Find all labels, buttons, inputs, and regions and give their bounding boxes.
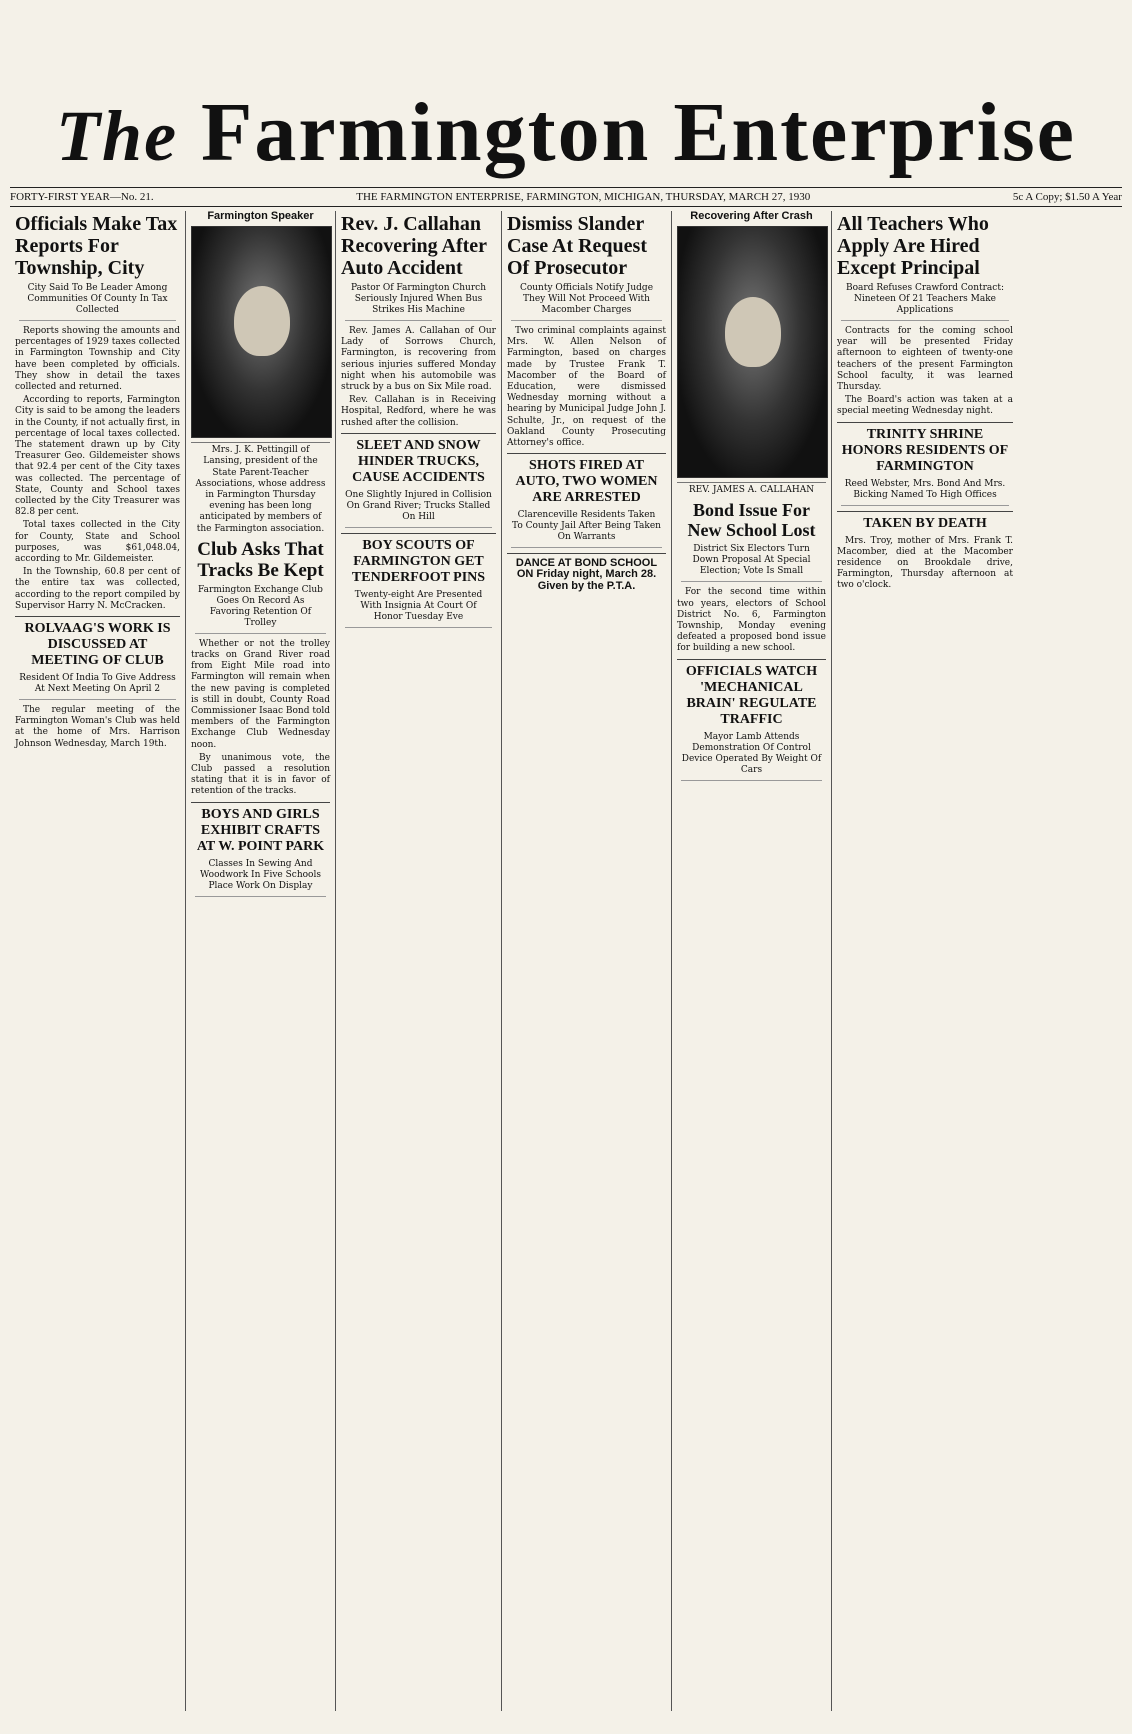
- column-6: [832, 211, 1018, 1711]
- headline-club-tracks: Club Asks That Tracks Be Kept: [197, 538, 324, 581]
- masthead: [10, 88, 1122, 181]
- columns: [10, 211, 1122, 1711]
- deck-callahan: Pastor Of Farmington Church Seriously Injured When Bus Strikes His Machine: [345, 283, 492, 321]
- divider: [191, 802, 330, 803]
- notice-dance: DANCE AT BOND SCHOOL ON Friday night, March 28. Given by the P.T.A.: [515, 557, 658, 592]
- paragraph: In the Township, 60.8 per cent of the entire tax was collected, according to the report compiled by Supervisor Harry N. McCracken.: [15, 567, 180, 611]
- paragraph: By unanimous vote, the Club passed a resolution stating that it is in favor of retention of the tracks.: [191, 752, 330, 797]
- deck-bond-issue: District Six Electors Turn Down Proposal At Special Election; Vote Is Small: [681, 544, 822, 582]
- paragraph: Total taxes collected in the City for County, State and School purposes, was $61,048.04, according to Mr. Gildemeister.: [15, 520, 180, 565]
- deck-rolvaag: Resident Of India To Give Address At Next Meeting On April 2: [19, 673, 176, 700]
- deck-club-tracks: Farmington Exchange Club Goes On Record As Favoring Retention Of Trolley: [195, 585, 326, 634]
- photo-label-speaker: Farmington Speaker: [207, 211, 314, 222]
- paragraph: Rev. Callahan is in Receiving Hospital, Redford, where he was rushed after the collision.: [341, 395, 496, 428]
- deck-tax-reports: City Said To Be Leader Among Communities Of County In Tax Collected: [19, 283, 176, 321]
- photo-callahan: [677, 226, 828, 478]
- divider: [341, 433, 496, 434]
- deck-sleet: One Slightly Injured in Collision On Grand River; Trucks Stalled On Hill: [345, 490, 492, 528]
- paragraph: Reports showing the amounts and percentages of 1929 taxes collected in Farmington Township and City have been completed by officials. They show in detail the taxes collected and returned.: [15, 326, 180, 393]
- column-3: [336, 211, 502, 1711]
- newspaper-page: [10, 10, 1122, 1714]
- divider: [837, 511, 1013, 512]
- photo-label-callahan: Recovering After Crash: [690, 211, 813, 222]
- divider: [507, 553, 666, 554]
- photo-speaker: [191, 226, 332, 438]
- column-1: [10, 211, 186, 1711]
- headline-trinity: TRINITY SHRINE HONORS RESIDENTS OF FARMINGTON: [841, 426, 1009, 474]
- divider: [15, 616, 180, 617]
- portrait-face: [234, 286, 290, 356]
- divider: [341, 533, 496, 534]
- masthead-name: Farmington Enterprise: [201, 86, 1076, 179]
- paragraph: The Board's action was taken at a special meeting Wednesday night.: [837, 395, 1013, 417]
- divider: [677, 659, 826, 660]
- headline-crafts: BOYS AND GIRLS EXHIBIT CRAFTS AT W. POINT PARK: [196, 806, 325, 854]
- paragraph: Mrs. Troy, mother of Mrs. Frank T. Macomber, died at the Macomber residence on Brookdale drive, Farmington, Thursday afternoon at two o'clock.: [837, 535, 1013, 591]
- dateline: [10, 187, 1122, 207]
- caption-speaker: Mrs. J. K. Pettingill of Lansing, president of the State Parent-Teacher Associations, whose address in Farmington Thursday evening has been long anticipated by members of the Farmington association.: [191, 442, 330, 535]
- paragraph: Two criminal complaints against Mrs. W. Allen Nelson of Farmington, based on charges made by Trustee Frank T. Macomber of the Board of Education, were dismissed Wednesday morning without a hearing by Municipal Judge John J. Schulte, Jr., on request of the Oakland County Prosecuting Attorney's office.: [507, 326, 666, 449]
- deck-trinity: Reed Webster, Mrs. Bond And Mrs. Bicking Named To High Offices: [841, 479, 1009, 506]
- headline-rolvaag: ROLVAAG'S WORK IS DISCUSSED AT MEETING OF CLUB: [24, 621, 171, 669]
- deck-mechanical-brain: Mayor Lamb Attends Demonstration Of Control Device Operated By Weight Of Cars: [681, 732, 822, 781]
- column-2: [186, 211, 336, 1711]
- column-4: [502, 211, 672, 1711]
- article-tax-reports: [15, 326, 180, 612]
- deck-crafts: Classes In Sewing And Woodwork In Five Schools Place Work On Display: [195, 859, 326, 897]
- divider: [837, 422, 1013, 423]
- dateline-center: THE FARMINGTON ENTERPRISE, FARMINGTON, MICHIGAN, THURSDAY, MARCH 27, 1930: [356, 191, 811, 203]
- divider: [507, 453, 666, 454]
- deck-slander: County Officials Notify Judge They Will Not Proceed With Macomber Charges: [511, 283, 662, 321]
- paragraph: Whether or not the trolley tracks on Grand River road from Eight Mile road into Farmington will remain when the new paving is completed is still in doubt, County Road Commissioner Isaac Bond told members of the Farmington Exchange Club Wednesday noon.: [191, 638, 331, 750]
- column-5: [672, 211, 832, 1711]
- headline-teachers: All Teachers Who Apply Are Hired Except Principal: [837, 213, 989, 279]
- paragraph: Rev. James A. Callahan of Our Lady of Sorrows Church, Farmington, is recovering from serious injuries suffered Monday night when his automobile was struck by a bus on Six Mile road.: [341, 326, 496, 393]
- headline-death: TAKEN BY DEATH: [863, 515, 987, 531]
- headline-shots: SHOTS FIRED AT AUTO, TWO WOMEN ARE ARRESTED: [515, 458, 658, 506]
- portrait-face: [725, 297, 781, 367]
- price: 5c A Copy; $1.50 A Year: [1012, 191, 1122, 203]
- deck-scouts: Twenty-eight Are Presented With Insignia At Court Of Honor Tuesday Eve: [345, 590, 492, 628]
- masthead-the: The: [56, 96, 179, 176]
- paragraph: For the second time within two years, electors of School District No. 6, Farmington Township, Monday evening defeated a proposed bond issue for building a new school.: [677, 587, 826, 654]
- headline-mechanical-brain: OFFICIALS WATCH 'MECHANICAL BRAIN' REGULATE TRAFFIC: [685, 663, 818, 727]
- paragraph: The regular meeting of the Farmington Woman's Club was held at the home of Mrs. Harrison Johnson Wednesday, March 19th.: [15, 705, 180, 749]
- headline-tax-reports: Officials Make Tax Reports For Township, City: [15, 213, 178, 279]
- deck-shots: Clarenceville Residents Taken To County Jail After Being Taken On Warrants: [511, 510, 662, 548]
- deck-teachers: Board Refuses Crawford Contract: Nineteen Of 21 Teachers Make Applications: [841, 283, 1009, 321]
- headline-callahan: Rev. J. Callahan Recovering After Auto Accident: [341, 213, 487, 279]
- headline-sleet: SLEET AND SNOW HINDER TRUCKS, CAUSE ACCIDENTS: [352, 437, 485, 485]
- headline-scouts: BOY SCOUTS OF FARMINGTON GET TENDERFOOT PINS: [351, 537, 486, 585]
- volume-number: FORTY-FIRST YEAR—No. 21.: [10, 191, 154, 203]
- caption-callahan: REV. JAMES A. CALLAHAN: [677, 482, 826, 496]
- headline-slander: Dismiss Slander Case At Request Of Prosecutor: [507, 213, 647, 279]
- paragraph: According to reports, Farmington City is said to be among the leaders in the County, if not actually first, in percentage of local taxes collected. The statement drawn up by City Treasurer Geo. Gildemeister shows that 92.4 per cent of the City taxes was collected. The percentage of State, County and School taxes collected by the City Treasurer was 82.8 per cent.: [15, 395, 180, 518]
- headline-bond-issue: Bond Issue For New School Lost: [687, 500, 816, 541]
- paragraph: Contracts for the coming school year will be presented Friday afternoon to eighteen of twenty-one teachers of the present Farmington School faculty, it was learned Thursday.: [837, 326, 1013, 393]
